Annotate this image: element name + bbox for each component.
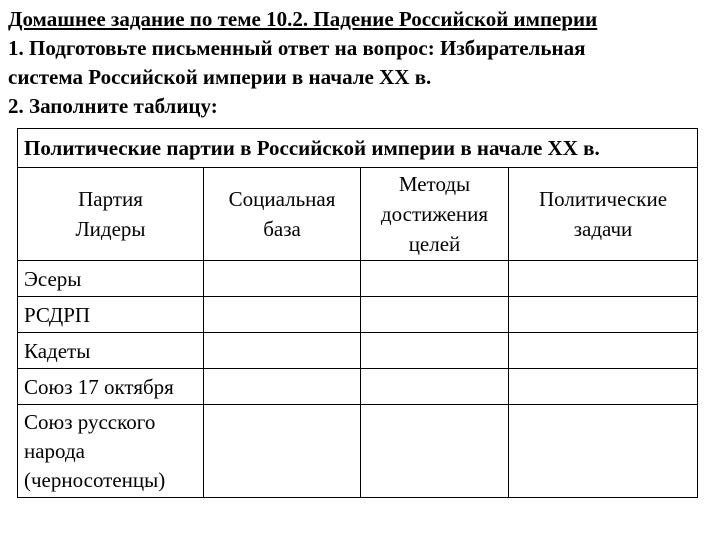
empty-cell bbox=[361, 297, 509, 333]
column-header-methods: Методы достижения целей bbox=[361, 168, 509, 261]
empty-cell bbox=[361, 261, 509, 297]
empty-cell bbox=[204, 405, 361, 498]
table-header-row bbox=[18, 168, 698, 261]
table-row bbox=[18, 297, 698, 333]
party-name-cell: Эсеры bbox=[18, 261, 204, 297]
empty-cell bbox=[509, 261, 698, 297]
table-row bbox=[18, 405, 698, 498]
empty-cell bbox=[509, 297, 698, 333]
table-caption: Политические партии в Российской империи в начале XX в. bbox=[18, 129, 698, 168]
column-header-political-tasks: Политические задачи bbox=[509, 168, 698, 261]
empty-cell bbox=[204, 333, 361, 369]
task-1-line-2: система Российской империи в начале XX в. bbox=[8, 65, 432, 89]
empty-cell bbox=[361, 369, 509, 405]
party-name-cell: Кадеты bbox=[18, 333, 204, 369]
party-name-cell: РСДРП bbox=[18, 297, 204, 333]
table-row bbox=[18, 333, 698, 369]
empty-cell bbox=[509, 405, 698, 498]
political-parties-table bbox=[17, 128, 698, 498]
homework-title: Домашнее задание по теме 10.2. Падение Российской империи bbox=[8, 7, 598, 31]
party-name-cell: Союз 17 октября bbox=[18, 369, 204, 405]
task-2: 2. Заполните таблицу: bbox=[8, 94, 218, 118]
table-row bbox=[18, 369, 698, 405]
empty-cell bbox=[509, 333, 698, 369]
party-name-cell: Союз русского народа (черносотенцы) bbox=[18, 405, 204, 498]
empty-cell bbox=[509, 369, 698, 405]
table-row bbox=[18, 261, 698, 297]
empty-cell bbox=[204, 297, 361, 333]
empty-cell bbox=[204, 369, 361, 405]
column-header-party-leaders: Партия Лидеры bbox=[18, 168, 204, 261]
empty-cell bbox=[204, 261, 361, 297]
column-header-social-base: Социальная база bbox=[204, 168, 361, 261]
empty-cell bbox=[361, 333, 509, 369]
table-caption-row bbox=[18, 129, 698, 168]
empty-cell bbox=[361, 405, 509, 498]
task-1-line-1: 1. Подготовьте письменный ответ на вопрос: Избирательная bbox=[8, 36, 586, 60]
homework-header bbox=[8, 5, 712, 121]
